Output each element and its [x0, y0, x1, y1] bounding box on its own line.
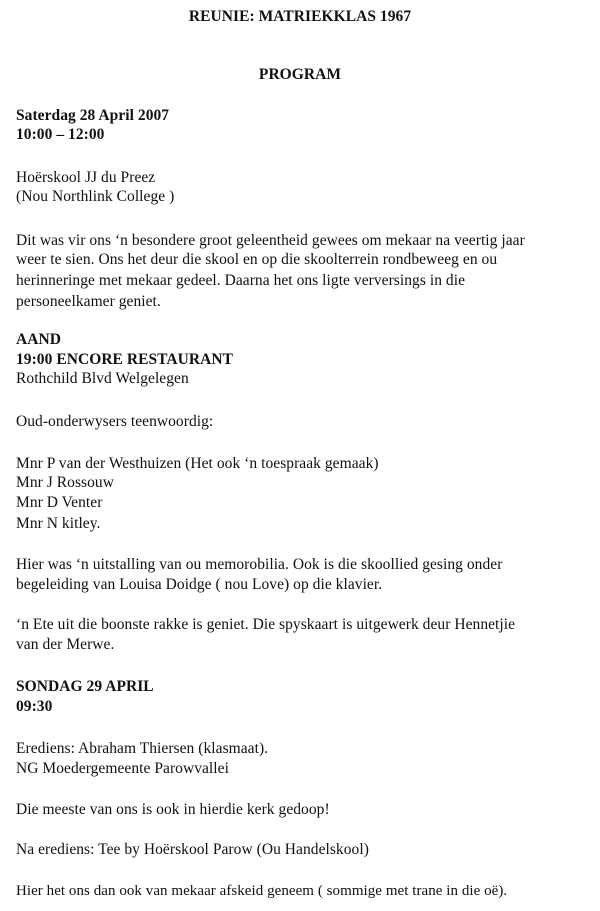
service-line2: NG Moedergemeente Parowvallei	[16, 760, 229, 777]
dinner-paragraph-line: van der Merwe.	[16, 636, 115, 653]
evening-address: Rothchild Blvd Welgelegen	[16, 370, 189, 387]
program-heading: PROGRAM	[258, 66, 342, 83]
dinner-paragraph-line: ‘n Ete uit die boonste rakke is geniet. Die spyskaart is uitgewerk deur Hennetjie	[16, 616, 516, 633]
teacher-item: Mnr P van der Westhuizen (Het ook ‘n toespraak gemaak)	[16, 455, 379, 472]
saturday-venue-line1: Hoërskool JJ du Preez	[16, 169, 156, 186]
saturday-paragraph-line: weer te sien. Ons het deur die skool en op die skoolterrein rondbeweeg en ou	[16, 251, 498, 268]
document-title: REUNIE: MATRIEKKLAS 1967	[188, 8, 412, 25]
teacher-item: Mnr D Venter	[16, 494, 103, 511]
sunday-time: 09:30	[16, 698, 53, 715]
teacher-item: Mnr J Rossouw	[16, 474, 114, 491]
saturday-date: Saterdag 28 April 2007	[16, 107, 170, 124]
evening-restaurant: 19:00 ENCORE RESTAURANT	[16, 351, 234, 368]
service-line1: Erediens: Abraham Thiersen (klasmaat).	[16, 740, 269, 757]
farewell-line: Hier het ons dan ook van mekaar afskeid geneem ( sommige met trane in die oë).	[16, 883, 508, 899]
sunday-date: SONDAG 29 APRIL	[16, 678, 154, 695]
baptised-line: Die meeste van ons is ook in hierdie kerk gedoop!	[16, 801, 330, 818]
saturday-venue-line2: (Nou Northlink College )	[16, 188, 175, 205]
saturday-paragraph-line: herinneringe met mekaar gedeel. Daarna het ons ligte verversings in die	[16, 272, 466, 289]
memorabilia-paragraph-line: begeleiding van Louisa Doidge ( nou Love) op die klavier.	[16, 576, 383, 593]
saturday-paragraph-line: personeelkamer geniet.	[16, 293, 161, 310]
tea-line: Na erediens: Tee by Hoërskool Parow (Ou Handelskool)	[16, 841, 369, 858]
evening-heading: AAND	[16, 331, 61, 348]
teachers-intro: Oud-onderwysers teenwoordig:	[16, 413, 214, 430]
saturday-time: 10:00 – 12:00	[16, 126, 105, 143]
teacher-item: Mnr N kitley.	[16, 515, 101, 532]
memorabilia-paragraph-line: Hier was ‘n uitstalling van ou memorobilia. Ook is die skoollied gesing onder	[16, 556, 503, 573]
saturday-paragraph-line: Dit was vir ons ‘n besondere groot geleentheid gewees om mekaar na veertig jaar	[16, 232, 525, 249]
